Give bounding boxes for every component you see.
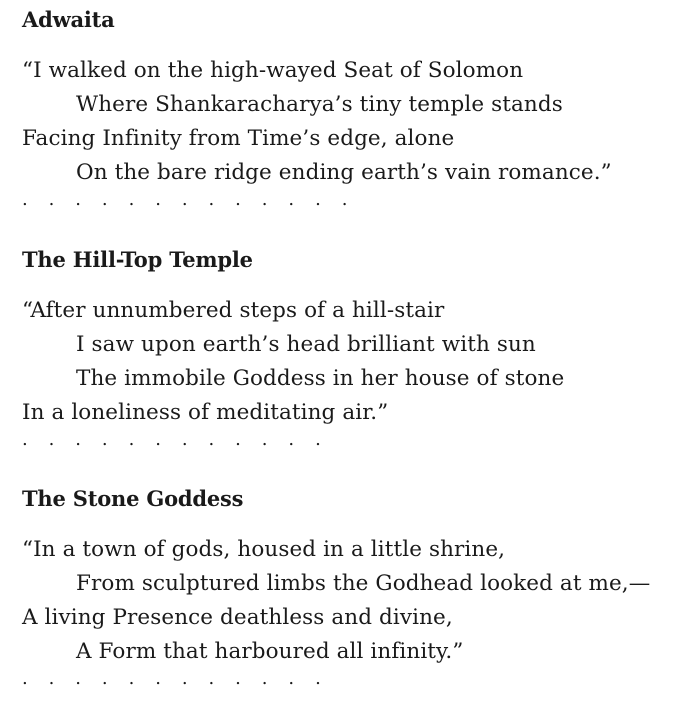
poem-adwaita <box>22 8 612 210</box>
poem-stanza <box>22 54 612 190</box>
poem-title: The Hill-Top Temple <box>22 247 253 272</box>
poem-title: Adwaita <box>22 7 115 32</box>
poem-line: “In a town of gods, housed in a little shrine, <box>22 537 506 562</box>
poem-line: A living Presence deathless and divine, <box>22 605 453 630</box>
poem-line: A Form that harboured all infinity.” <box>76 639 464 664</box>
ellipsis-divider: . . . . . . . . . . . . <box>22 668 329 689</box>
poem-line: In a loneliness of meditating air.” <box>22 400 389 425</box>
poem-title: The Stone Goddess <box>22 486 244 511</box>
poem-line: I saw upon earth’s head brilliant with sun <box>76 332 536 357</box>
ellipsis-divider: . . . . . . . . . . . . <box>22 429 329 450</box>
poem-line: Where Shankaracharya’s tiny temple stands <box>76 92 563 117</box>
poem-stone-goddess <box>22 487 650 689</box>
poem-stanza <box>22 533 650 669</box>
poem-line: “After unnumbered steps of a hill-stair <box>22 298 445 323</box>
ellipsis-divider: . . . . . . . . . . . . . <box>22 189 356 210</box>
poem-stanza <box>22 294 564 430</box>
poem-hill-top-temple <box>22 248 564 450</box>
poem-line: “I walked on the high-wayed Seat of Solomon <box>22 58 524 83</box>
poem-line: On the bare ridge ending earth’s vain romance.” <box>76 160 612 185</box>
poem-line: Facing Infinity from Time’s edge, alone <box>22 126 455 151</box>
poem-line: The immobile Goddess in her house of stone <box>76 366 565 391</box>
poem-line: From sculptured limbs the Godhead looked at me,— <box>76 571 651 596</box>
